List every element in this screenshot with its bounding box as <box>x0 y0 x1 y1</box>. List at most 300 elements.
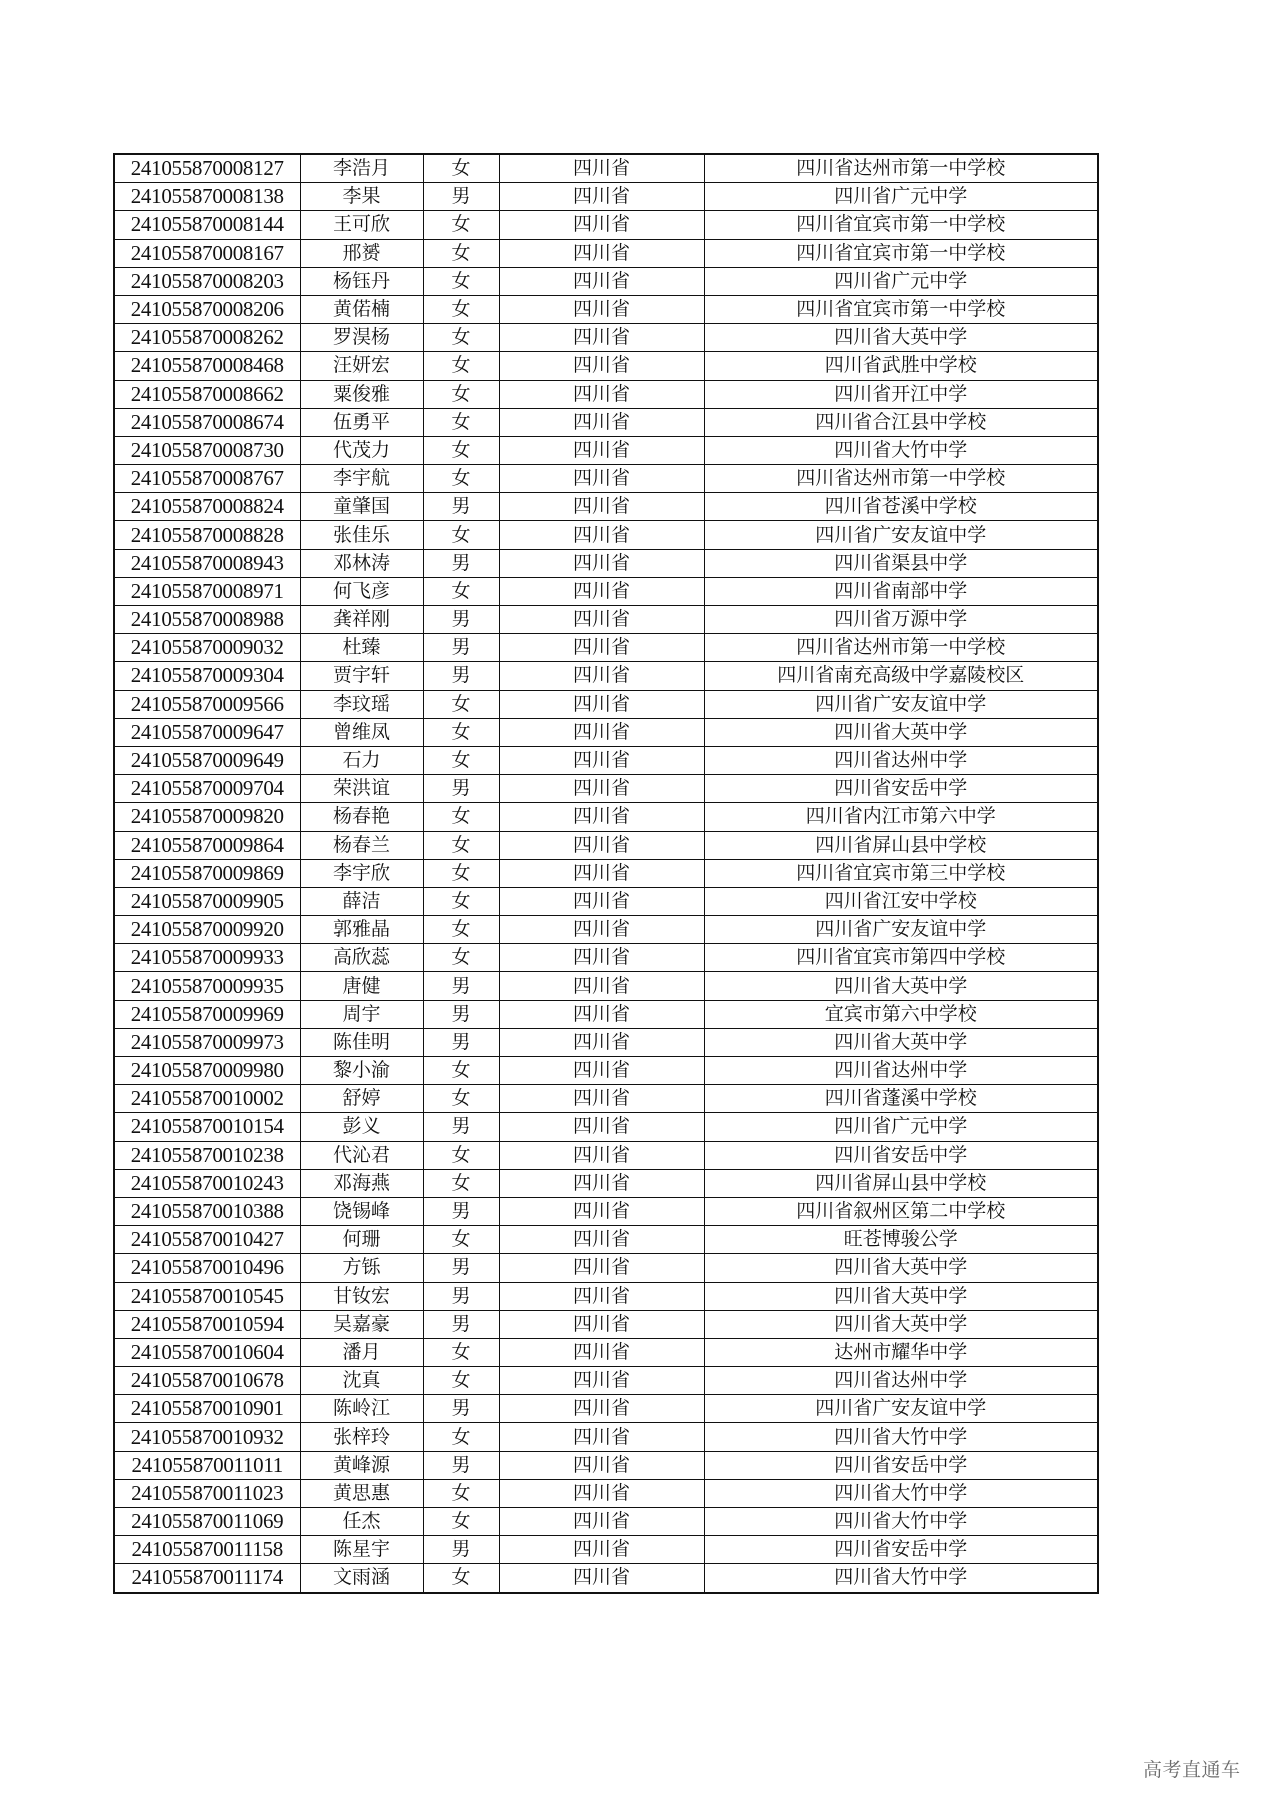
student-id-cell: 241055870009864 <box>114 831 300 859</box>
table-row <box>114 1564 1098 1593</box>
student-id-cell: 241055870010243 <box>114 1169 300 1197</box>
student-id-cell: 241055870011158 <box>114 1536 300 1564</box>
school-cell: 四川省宜宾市第一中学校 <box>704 211 1098 239</box>
gender-cell: 女 <box>423 465 499 493</box>
table-row <box>114 1451 1098 1479</box>
province-cell: 四川省 <box>499 887 704 915</box>
student-name-cell: 杜臻 <box>300 634 423 662</box>
student-name-cell: 杨春兰 <box>300 831 423 859</box>
gender-cell: 女 <box>423 831 499 859</box>
student-roster-table <box>113 153 1099 1594</box>
student-id-cell: 241055870008824 <box>114 493 300 521</box>
school-cell: 四川省安岳中学 <box>704 775 1098 803</box>
province-cell: 四川省 <box>499 577 704 605</box>
school-cell: 四川省大英中学 <box>704 1282 1098 1310</box>
school-cell: 四川省江安中学校 <box>704 887 1098 915</box>
student-id-cell: 241055870008988 <box>114 606 300 634</box>
province-cell: 四川省 <box>499 803 704 831</box>
roster-body <box>114 154 1098 1593</box>
table-row <box>114 1282 1098 1310</box>
gender-cell: 女 <box>423 887 499 915</box>
province-cell: 四川省 <box>499 690 704 718</box>
gender-cell: 女 <box>423 380 499 408</box>
gender-cell: 男 <box>423 183 499 211</box>
school-cell: 四川省达州市第一中学校 <box>704 465 1098 493</box>
school-cell: 四川省安岳中学 <box>704 1141 1098 1169</box>
student-name-cell: 黄偌楠 <box>300 295 423 323</box>
gender-cell: 女 <box>423 211 499 239</box>
gender-cell: 男 <box>423 662 499 690</box>
student-id-cell: 241055870009032 <box>114 634 300 662</box>
school-cell: 四川省大英中学 <box>704 324 1098 352</box>
student-id-cell: 241055870010388 <box>114 1197 300 1225</box>
province-cell: 四川省 <box>499 1423 704 1451</box>
school-cell: 四川省达州中学 <box>704 1367 1098 1395</box>
school-cell: 四川省安岳中学 <box>704 1451 1098 1479</box>
table-row <box>114 1028 1098 1056</box>
school-cell: 四川省大竹中学 <box>704 1564 1098 1593</box>
student-name-cell: 粟俊雅 <box>300 380 423 408</box>
school-cell: 四川省屏山县中学校 <box>704 831 1098 859</box>
province-cell: 四川省 <box>499 1338 704 1366</box>
student-name-cell: 李果 <box>300 183 423 211</box>
student-id-cell: 241055870008138 <box>114 183 300 211</box>
school-cell: 四川省达州中学 <box>704 1057 1098 1085</box>
student-name-cell: 陈佳明 <box>300 1028 423 1056</box>
student-name-cell: 李浩月 <box>300 154 423 183</box>
student-name-cell: 汪妍宏 <box>300 352 423 380</box>
table-row <box>114 831 1098 859</box>
table-row <box>114 352 1098 380</box>
table-row <box>114 972 1098 1000</box>
school-cell: 四川省宜宾市第一中学校 <box>704 239 1098 267</box>
province-cell: 四川省 <box>499 1085 704 1113</box>
province-cell: 四川省 <box>499 1479 704 1507</box>
school-cell: 四川省屏山县中学校 <box>704 1169 1098 1197</box>
province-cell: 四川省 <box>499 436 704 464</box>
table-row <box>114 549 1098 577</box>
table-row <box>114 1085 1098 1113</box>
school-cell: 四川省大竹中学 <box>704 436 1098 464</box>
table-row <box>114 803 1098 831</box>
table-row <box>114 239 1098 267</box>
table-row <box>114 1226 1098 1254</box>
gender-cell: 男 <box>423 1451 499 1479</box>
student-id-cell: 241055870010678 <box>114 1367 300 1395</box>
table-row <box>114 1395 1098 1423</box>
table-row <box>114 577 1098 605</box>
province-cell: 四川省 <box>499 465 704 493</box>
gender-cell: 男 <box>423 1197 499 1225</box>
province-cell: 四川省 <box>499 718 704 746</box>
student-name-cell: 黎小渝 <box>300 1057 423 1085</box>
province-cell: 四川省 <box>499 634 704 662</box>
gender-cell: 女 <box>423 436 499 464</box>
student-id-cell: 241055870009566 <box>114 690 300 718</box>
student-name-cell: 吴嘉豪 <box>300 1310 423 1338</box>
student-id-cell: 241055870008828 <box>114 521 300 549</box>
table-row <box>114 746 1098 774</box>
province-cell: 四川省 <box>499 352 704 380</box>
school-cell: 四川省内江市第六中学 <box>704 803 1098 831</box>
school-cell: 四川省宜宾市第三中学校 <box>704 859 1098 887</box>
gender-cell: 女 <box>423 1057 499 1085</box>
student-name-cell: 任杰 <box>300 1508 423 1536</box>
gender-cell: 女 <box>423 746 499 774</box>
table-row <box>114 606 1098 634</box>
province-cell: 四川省 <box>499 859 704 887</box>
table-row <box>114 887 1098 915</box>
province-cell: 四川省 <box>499 831 704 859</box>
student-id-cell: 241055870010238 <box>114 1141 300 1169</box>
province-cell: 四川省 <box>499 211 704 239</box>
table-row <box>114 1169 1098 1197</box>
gender-cell: 男 <box>423 1113 499 1141</box>
student-id-cell: 241055870010427 <box>114 1226 300 1254</box>
gender-cell: 女 <box>423 944 499 972</box>
student-name-cell: 高欣蕊 <box>300 944 423 972</box>
province-cell: 四川省 <box>499 1451 704 1479</box>
table-row <box>114 154 1098 183</box>
student-name-cell: 邓林涛 <box>300 549 423 577</box>
student-name-cell: 何飞彦 <box>300 577 423 605</box>
table-row <box>114 324 1098 352</box>
table-row <box>114 521 1098 549</box>
student-id-cell: 241055870008468 <box>114 352 300 380</box>
table-row <box>114 1113 1098 1141</box>
student-id-cell: 241055870008262 <box>114 324 300 352</box>
student-name-cell: 杨钰丹 <box>300 267 423 295</box>
student-id-cell: 241055870010594 <box>114 1310 300 1338</box>
table-row <box>114 1367 1098 1395</box>
table-row <box>114 690 1098 718</box>
province-cell: 四川省 <box>499 154 704 183</box>
student-id-cell: 241055870011023 <box>114 1479 300 1507</box>
student-name-cell: 何珊 <box>300 1226 423 1254</box>
gender-cell: 男 <box>423 972 499 1000</box>
gender-cell: 男 <box>423 1310 499 1338</box>
gender-cell: 女 <box>423 1226 499 1254</box>
gender-cell: 女 <box>423 1564 499 1593</box>
student-name-cell: 代茂力 <box>300 436 423 464</box>
gender-cell: 女 <box>423 267 499 295</box>
gender-cell: 男 <box>423 493 499 521</box>
school-cell: 四川省广安友谊中学 <box>704 1395 1098 1423</box>
school-cell: 四川省达州中学 <box>704 746 1098 774</box>
student-name-cell: 文雨涵 <box>300 1564 423 1593</box>
student-name-cell: 郭雅晶 <box>300 916 423 944</box>
gender-cell: 女 <box>423 1508 499 1536</box>
province-cell: 四川省 <box>499 1028 704 1056</box>
student-id-cell: 241055870009820 <box>114 803 300 831</box>
student-name-cell: 舒婷 <box>300 1085 423 1113</box>
gender-cell: 女 <box>423 1141 499 1169</box>
table-row <box>114 211 1098 239</box>
student-id-cell: 241055870009704 <box>114 775 300 803</box>
student-name-cell: 童肇国 <box>300 493 423 521</box>
student-name-cell: 薛洁 <box>300 887 423 915</box>
table-row <box>114 380 1098 408</box>
student-name-cell: 陈星宇 <box>300 1536 423 1564</box>
school-cell: 四川省广元中学 <box>704 183 1098 211</box>
gender-cell: 女 <box>423 1085 499 1113</box>
school-cell: 四川省大英中学 <box>704 972 1098 1000</box>
student-id-cell: 241055870008943 <box>114 549 300 577</box>
school-cell: 达州市耀华中学 <box>704 1338 1098 1366</box>
gender-cell: 女 <box>423 154 499 183</box>
table-row <box>114 1254 1098 1282</box>
student-name-cell: 沈真 <box>300 1367 423 1395</box>
student-id-cell: 241055870008167 <box>114 239 300 267</box>
school-cell: 四川省达州市第一中学校 <box>704 634 1098 662</box>
school-cell: 四川省合江县中学校 <box>704 408 1098 436</box>
student-name-cell: 王可欣 <box>300 211 423 239</box>
school-cell: 四川省宜宾市第四中学校 <box>704 944 1098 972</box>
gender-cell: 男 <box>423 1254 499 1282</box>
school-cell: 四川省蓬溪中学校 <box>704 1085 1098 1113</box>
province-cell: 四川省 <box>499 1141 704 1169</box>
province-cell: 四川省 <box>499 944 704 972</box>
student-id-cell: 241055870008767 <box>114 465 300 493</box>
student-name-cell: 邢赟 <box>300 239 423 267</box>
watermark: 高考直通车 <box>1143 1759 1241 1781</box>
student-name-cell: 李玟瑶 <box>300 690 423 718</box>
province-cell: 四川省 <box>499 239 704 267</box>
province-cell: 四川省 <box>499 1508 704 1536</box>
table-row <box>114 1141 1098 1169</box>
student-name-cell: 李宇欣 <box>300 859 423 887</box>
student-name-cell: 张梓玲 <box>300 1423 423 1451</box>
gender-cell: 男 <box>423 1395 499 1423</box>
table-row <box>114 1197 1098 1225</box>
school-cell: 四川省大英中学 <box>704 718 1098 746</box>
student-id-cell: 241055870009869 <box>114 859 300 887</box>
province-cell: 四川省 <box>499 1197 704 1225</box>
province-cell: 四川省 <box>499 1367 704 1395</box>
student-id-cell: 241055870008730 <box>114 436 300 464</box>
table-row <box>114 1423 1098 1451</box>
student-name-cell: 荣洪谊 <box>300 775 423 803</box>
table-row <box>114 1310 1098 1338</box>
student-name-cell: 李宇航 <box>300 465 423 493</box>
province-cell: 四川省 <box>499 746 704 774</box>
gender-cell: 女 <box>423 859 499 887</box>
student-name-cell: 贾宇轩 <box>300 662 423 690</box>
school-cell: 四川省宜宾市第一中学校 <box>704 295 1098 323</box>
table-row <box>114 1479 1098 1507</box>
province-cell: 四川省 <box>499 1254 704 1282</box>
student-name-cell: 唐健 <box>300 972 423 1000</box>
gender-cell: 女 <box>423 916 499 944</box>
gender-cell: 女 <box>423 352 499 380</box>
student-name-cell: 代沁君 <box>300 1141 423 1169</box>
gender-cell: 女 <box>423 295 499 323</box>
student-id-cell: 241055870009973 <box>114 1028 300 1056</box>
student-name-cell: 龚祥刚 <box>300 606 423 634</box>
student-id-cell: 241055870008971 <box>114 577 300 605</box>
table-row <box>114 493 1098 521</box>
student-id-cell: 241055870008144 <box>114 211 300 239</box>
school-cell: 四川省苍溪中学校 <box>704 493 1098 521</box>
student-id-cell: 241055870010932 <box>114 1423 300 1451</box>
province-cell: 四川省 <box>499 408 704 436</box>
school-cell: 四川省大英中学 <box>704 1028 1098 1056</box>
student-id-cell: 241055870009933 <box>114 944 300 972</box>
gender-cell: 女 <box>423 1479 499 1507</box>
gender-cell: 男 <box>423 1000 499 1028</box>
gender-cell: 女 <box>423 718 499 746</box>
school-cell: 四川省安岳中学 <box>704 1536 1098 1564</box>
table-row <box>114 295 1098 323</box>
student-name-cell: 杨春艳 <box>300 803 423 831</box>
province-cell: 四川省 <box>499 775 704 803</box>
student-id-cell: 241055870010901 <box>114 1395 300 1423</box>
province-cell: 四川省 <box>499 606 704 634</box>
province-cell: 四川省 <box>499 380 704 408</box>
student-id-cell: 241055870009304 <box>114 662 300 690</box>
student-name-cell: 黄峰源 <box>300 1451 423 1479</box>
gender-cell: 女 <box>423 1338 499 1366</box>
student-id-cell: 241055870008203 <box>114 267 300 295</box>
student-name-cell: 甘钕宏 <box>300 1282 423 1310</box>
table-row <box>114 718 1098 746</box>
student-name-cell: 邓海燕 <box>300 1169 423 1197</box>
student-id-cell: 241055870010002 <box>114 1085 300 1113</box>
school-cell: 四川省广安友谊中学 <box>704 916 1098 944</box>
province-cell: 四川省 <box>499 1226 704 1254</box>
province-cell: 四川省 <box>499 1282 704 1310</box>
school-cell: 四川省大英中学 <box>704 1254 1098 1282</box>
gender-cell: 男 <box>423 606 499 634</box>
gender-cell: 女 <box>423 324 499 352</box>
province-cell: 四川省 <box>499 1310 704 1338</box>
student-id-cell: 241055870011011 <box>114 1451 300 1479</box>
student-id-cell: 241055870008674 <box>114 408 300 436</box>
gender-cell: 男 <box>423 1282 499 1310</box>
table-row <box>114 916 1098 944</box>
student-id-cell: 241055870010604 <box>114 1338 300 1366</box>
table-row <box>114 408 1098 436</box>
school-cell: 四川省广安友谊中学 <box>704 521 1098 549</box>
province-cell: 四川省 <box>499 183 704 211</box>
province-cell: 四川省 <box>499 1000 704 1028</box>
school-cell: 四川省大竹中学 <box>704 1423 1098 1451</box>
province-cell: 四川省 <box>499 1169 704 1197</box>
province-cell: 四川省 <box>499 521 704 549</box>
school-cell: 四川省万源中学 <box>704 606 1098 634</box>
student-name-cell: 黄思惠 <box>300 1479 423 1507</box>
student-id-cell: 241055870011174 <box>114 1564 300 1593</box>
gender-cell: 男 <box>423 634 499 662</box>
province-cell: 四川省 <box>499 1536 704 1564</box>
gender-cell: 女 <box>423 1423 499 1451</box>
school-cell: 旺苍博骏公学 <box>704 1226 1098 1254</box>
student-id-cell: 241055870010545 <box>114 1282 300 1310</box>
table-row <box>114 944 1098 972</box>
student-id-cell: 241055870010496 <box>114 1254 300 1282</box>
gender-cell: 女 <box>423 408 499 436</box>
province-cell: 四川省 <box>499 972 704 1000</box>
student-id-cell: 241055870009969 <box>114 1000 300 1028</box>
table-row <box>114 634 1098 662</box>
province-cell: 四川省 <box>499 1057 704 1085</box>
province-cell: 四川省 <box>499 295 704 323</box>
school-cell: 四川省开江中学 <box>704 380 1098 408</box>
gender-cell: 男 <box>423 1028 499 1056</box>
student-id-cell: 241055870009920 <box>114 916 300 944</box>
school-cell: 宜宾市第六中学校 <box>704 1000 1098 1028</box>
student-id-cell: 241055870011069 <box>114 1508 300 1536</box>
province-cell: 四川省 <box>499 1395 704 1423</box>
province-cell: 四川省 <box>499 1113 704 1141</box>
gender-cell: 女 <box>423 239 499 267</box>
student-name-cell: 周宇 <box>300 1000 423 1028</box>
table-row <box>114 436 1098 464</box>
school-cell: 四川省广元中学 <box>704 1113 1098 1141</box>
school-cell: 四川省大竹中学 <box>704 1479 1098 1507</box>
gender-cell: 女 <box>423 521 499 549</box>
table-row <box>114 1536 1098 1564</box>
gender-cell: 女 <box>423 690 499 718</box>
province-cell: 四川省 <box>499 549 704 577</box>
province-cell: 四川省 <box>499 1564 704 1593</box>
gender-cell: 女 <box>423 1367 499 1395</box>
table-row <box>114 859 1098 887</box>
school-cell: 四川省南充高级中学嘉陵校区 <box>704 662 1098 690</box>
table-row <box>114 1057 1098 1085</box>
table-row <box>114 775 1098 803</box>
table-row <box>114 1000 1098 1028</box>
student-id-cell: 241055870009649 <box>114 746 300 774</box>
school-cell: 四川省达州市第一中学校 <box>704 154 1098 183</box>
province-cell: 四川省 <box>499 662 704 690</box>
student-id-cell: 241055870010154 <box>114 1113 300 1141</box>
school-cell: 四川省南部中学 <box>704 577 1098 605</box>
student-name-cell: 张佳乐 <box>300 521 423 549</box>
student-name-cell: 潘月 <box>300 1338 423 1366</box>
province-cell: 四川省 <box>499 267 704 295</box>
province-cell: 四川省 <box>499 916 704 944</box>
student-id-cell: 241055870008206 <box>114 295 300 323</box>
gender-cell: 女 <box>423 1169 499 1197</box>
student-name-cell: 曾维凤 <box>300 718 423 746</box>
student-name-cell: 彭义 <box>300 1113 423 1141</box>
gender-cell: 男 <box>423 775 499 803</box>
table-row <box>114 183 1098 211</box>
school-cell: 四川省广元中学 <box>704 267 1098 295</box>
student-name-cell: 伍勇平 <box>300 408 423 436</box>
gender-cell: 男 <box>423 549 499 577</box>
student-id-cell: 241055870009905 <box>114 887 300 915</box>
province-cell: 四川省 <box>499 493 704 521</box>
school-cell: 四川省广安友谊中学 <box>704 690 1098 718</box>
student-name-cell: 石力 <box>300 746 423 774</box>
school-cell: 四川省渠县中学 <box>704 549 1098 577</box>
student-id-cell: 241055870009647 <box>114 718 300 746</box>
student-name-cell: 饶锡峰 <box>300 1197 423 1225</box>
gender-cell: 男 <box>423 1536 499 1564</box>
province-cell: 四川省 <box>499 324 704 352</box>
table-row <box>114 267 1098 295</box>
student-id-cell: 241055870009980 <box>114 1057 300 1085</box>
school-cell: 四川省大竹中学 <box>704 1508 1098 1536</box>
school-cell: 四川省叙州区第二中学校 <box>704 1197 1098 1225</box>
school-cell: 四川省大英中学 <box>704 1310 1098 1338</box>
student-id-cell: 241055870008662 <box>114 380 300 408</box>
table-row <box>114 662 1098 690</box>
gender-cell: 女 <box>423 577 499 605</box>
gender-cell: 女 <box>423 803 499 831</box>
